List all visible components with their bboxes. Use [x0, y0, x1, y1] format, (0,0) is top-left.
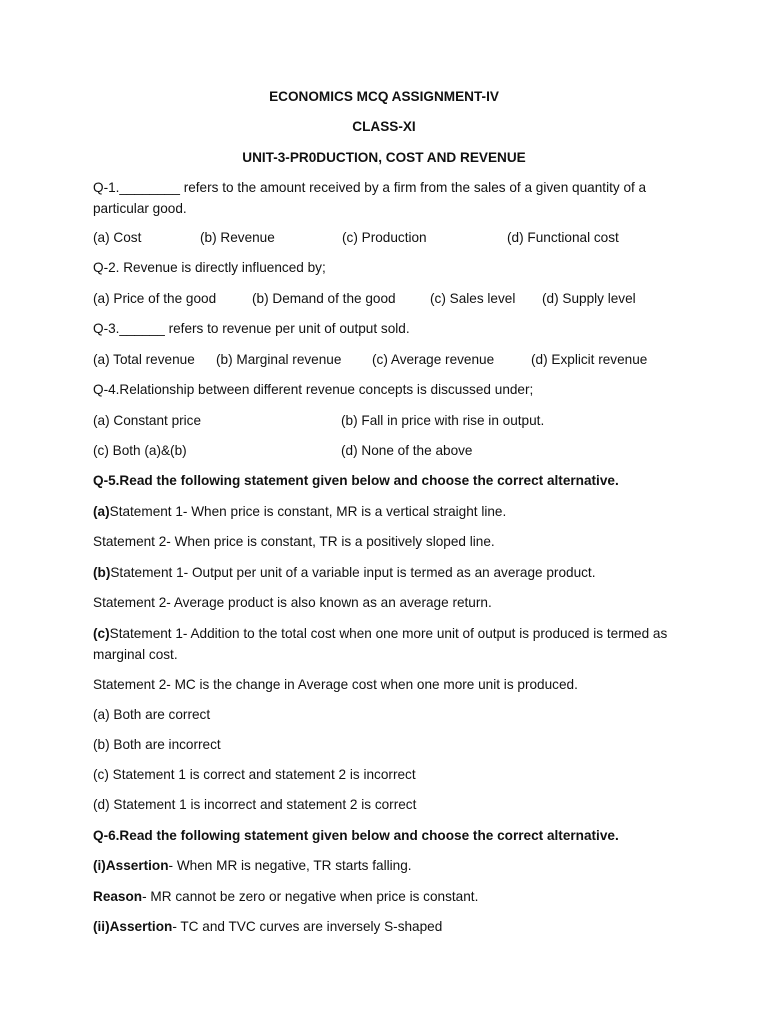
q5-b-label: (b) — [93, 565, 111, 580]
q5-c-label: (c) — [93, 626, 110, 641]
q4-option-d: (d) None of the above — [341, 443, 473, 458]
q2-option-c: (c) Sales level — [430, 291, 516, 306]
question-6-text: Q-6.Read the following statement given below and choose the correct alternative. — [93, 828, 619, 843]
q4-option-c: (c) Both (a)&(b) — [93, 443, 187, 458]
q1-option-c: (c) Production — [342, 230, 427, 245]
q5-c-s1-text: Statement 1- Addition to the total cost when one more unit of output is produced is termed as marginal cost. — [93, 626, 668, 662]
q3-option-d: (d) Explicit revenue — [531, 352, 648, 367]
q5-a-s1-text: Statement 1- When price is constant, MR is a vertical straight line. — [109, 504, 507, 519]
class-heading: CLASS-XI — [352, 119, 416, 134]
q6-i-assertion-text: - When MR is negative, TR starts falling. — [168, 858, 412, 873]
question-3-text: Q-3.______ refers to revenue per unit of output sold. — [93, 321, 410, 336]
q5-b-statement-1 — [93, 563, 595, 583]
q4-option-a: (a) Constant price — [93, 413, 202, 428]
q6-reason-label: Reason — [93, 889, 143, 904]
q6-i-assertion — [93, 856, 412, 876]
q2-option-a: (a) Price of the good — [93, 291, 217, 306]
q6-i-reason-text: - MR cannot be zero or negative when price is constant. — [142, 889, 479, 904]
q5-option-b: (b) Both are incorrect — [93, 737, 221, 752]
q5-option-d: (d) Statement 1 is incorrect and statement 2 is correct — [93, 797, 417, 812]
question-4-options-row-1 — [93, 411, 693, 431]
q6-ii-assertion-text: - TC and TVC curves are inversely S-shaped — [172, 919, 443, 934]
question-2-options — [93, 289, 693, 309]
q5-b-statement-2: Statement 2- Average product is also known as an average return. — [93, 595, 492, 610]
q3-option-c: (c) Average revenue — [372, 352, 495, 367]
q6-ii-label: (ii)Assertion — [93, 919, 173, 934]
q3-option-a: (a) Total revenue — [93, 352, 195, 367]
q5-a-statement-2: Statement 2- When price is constant, TR is a positively sloped line. — [93, 534, 495, 549]
q1-option-d: (d) Functional cost — [507, 230, 619, 245]
q4-option-b: (b) Fall in price with rise in output. — [341, 413, 545, 428]
q5-option-a: (a) Both are correct — [93, 707, 211, 722]
question-5-text: Q-5.Read the following statement given below and choose the correct alternative. — [93, 473, 619, 488]
q5-b-s1-text: Statement 1- Output per unit of a variable input is termed as an average product. — [110, 565, 596, 580]
question-4-options-row-2 — [93, 441, 693, 461]
q5-option-c: (c) Statement 1 is correct and statement 2 is incorrect — [93, 767, 416, 782]
q1-option-b: (b) Revenue — [200, 230, 275, 245]
q6-i-reason — [93, 887, 478, 907]
q3-option-b: (b) Marginal revenue — [216, 352, 342, 367]
question-3-options — [93, 350, 693, 370]
q5-a-label: (a) — [93, 504, 110, 519]
q6-i-label: (i)Assertion — [93, 858, 169, 873]
q6-ii-assertion — [93, 917, 442, 937]
q5-c-statement-2: Statement 2- MC is the change in Average cost when one more unit is produced. — [93, 677, 578, 692]
assignment-title: ECONOMICS MCQ ASSIGNMENT-IV — [269, 89, 499, 104]
q2-option-d: (d) Supply level — [542, 291, 636, 306]
question-2-text: Q-2. Revenue is directly influenced by; — [93, 260, 326, 275]
question-1-text: Q-1.________ refers to the amount received by a firm from the sales of a given quantity of a particular good. — [93, 180, 647, 216]
question-4-text: Q-4.Relationship between different revenue concepts is discussed under; — [93, 382, 534, 397]
document-page — [93, 0, 693, 1024]
q5-c-statement-1 — [93, 623, 673, 665]
q5-a-statement-1 — [93, 502, 506, 522]
question-1-options — [93, 228, 693, 248]
unit-heading: UNIT-3-PR0DUCTION, COST AND REVENUE — [242, 150, 526, 165]
q1-option-a: (a) Cost — [93, 230, 142, 245]
q2-option-b: (b) Demand of the good — [252, 291, 396, 306]
